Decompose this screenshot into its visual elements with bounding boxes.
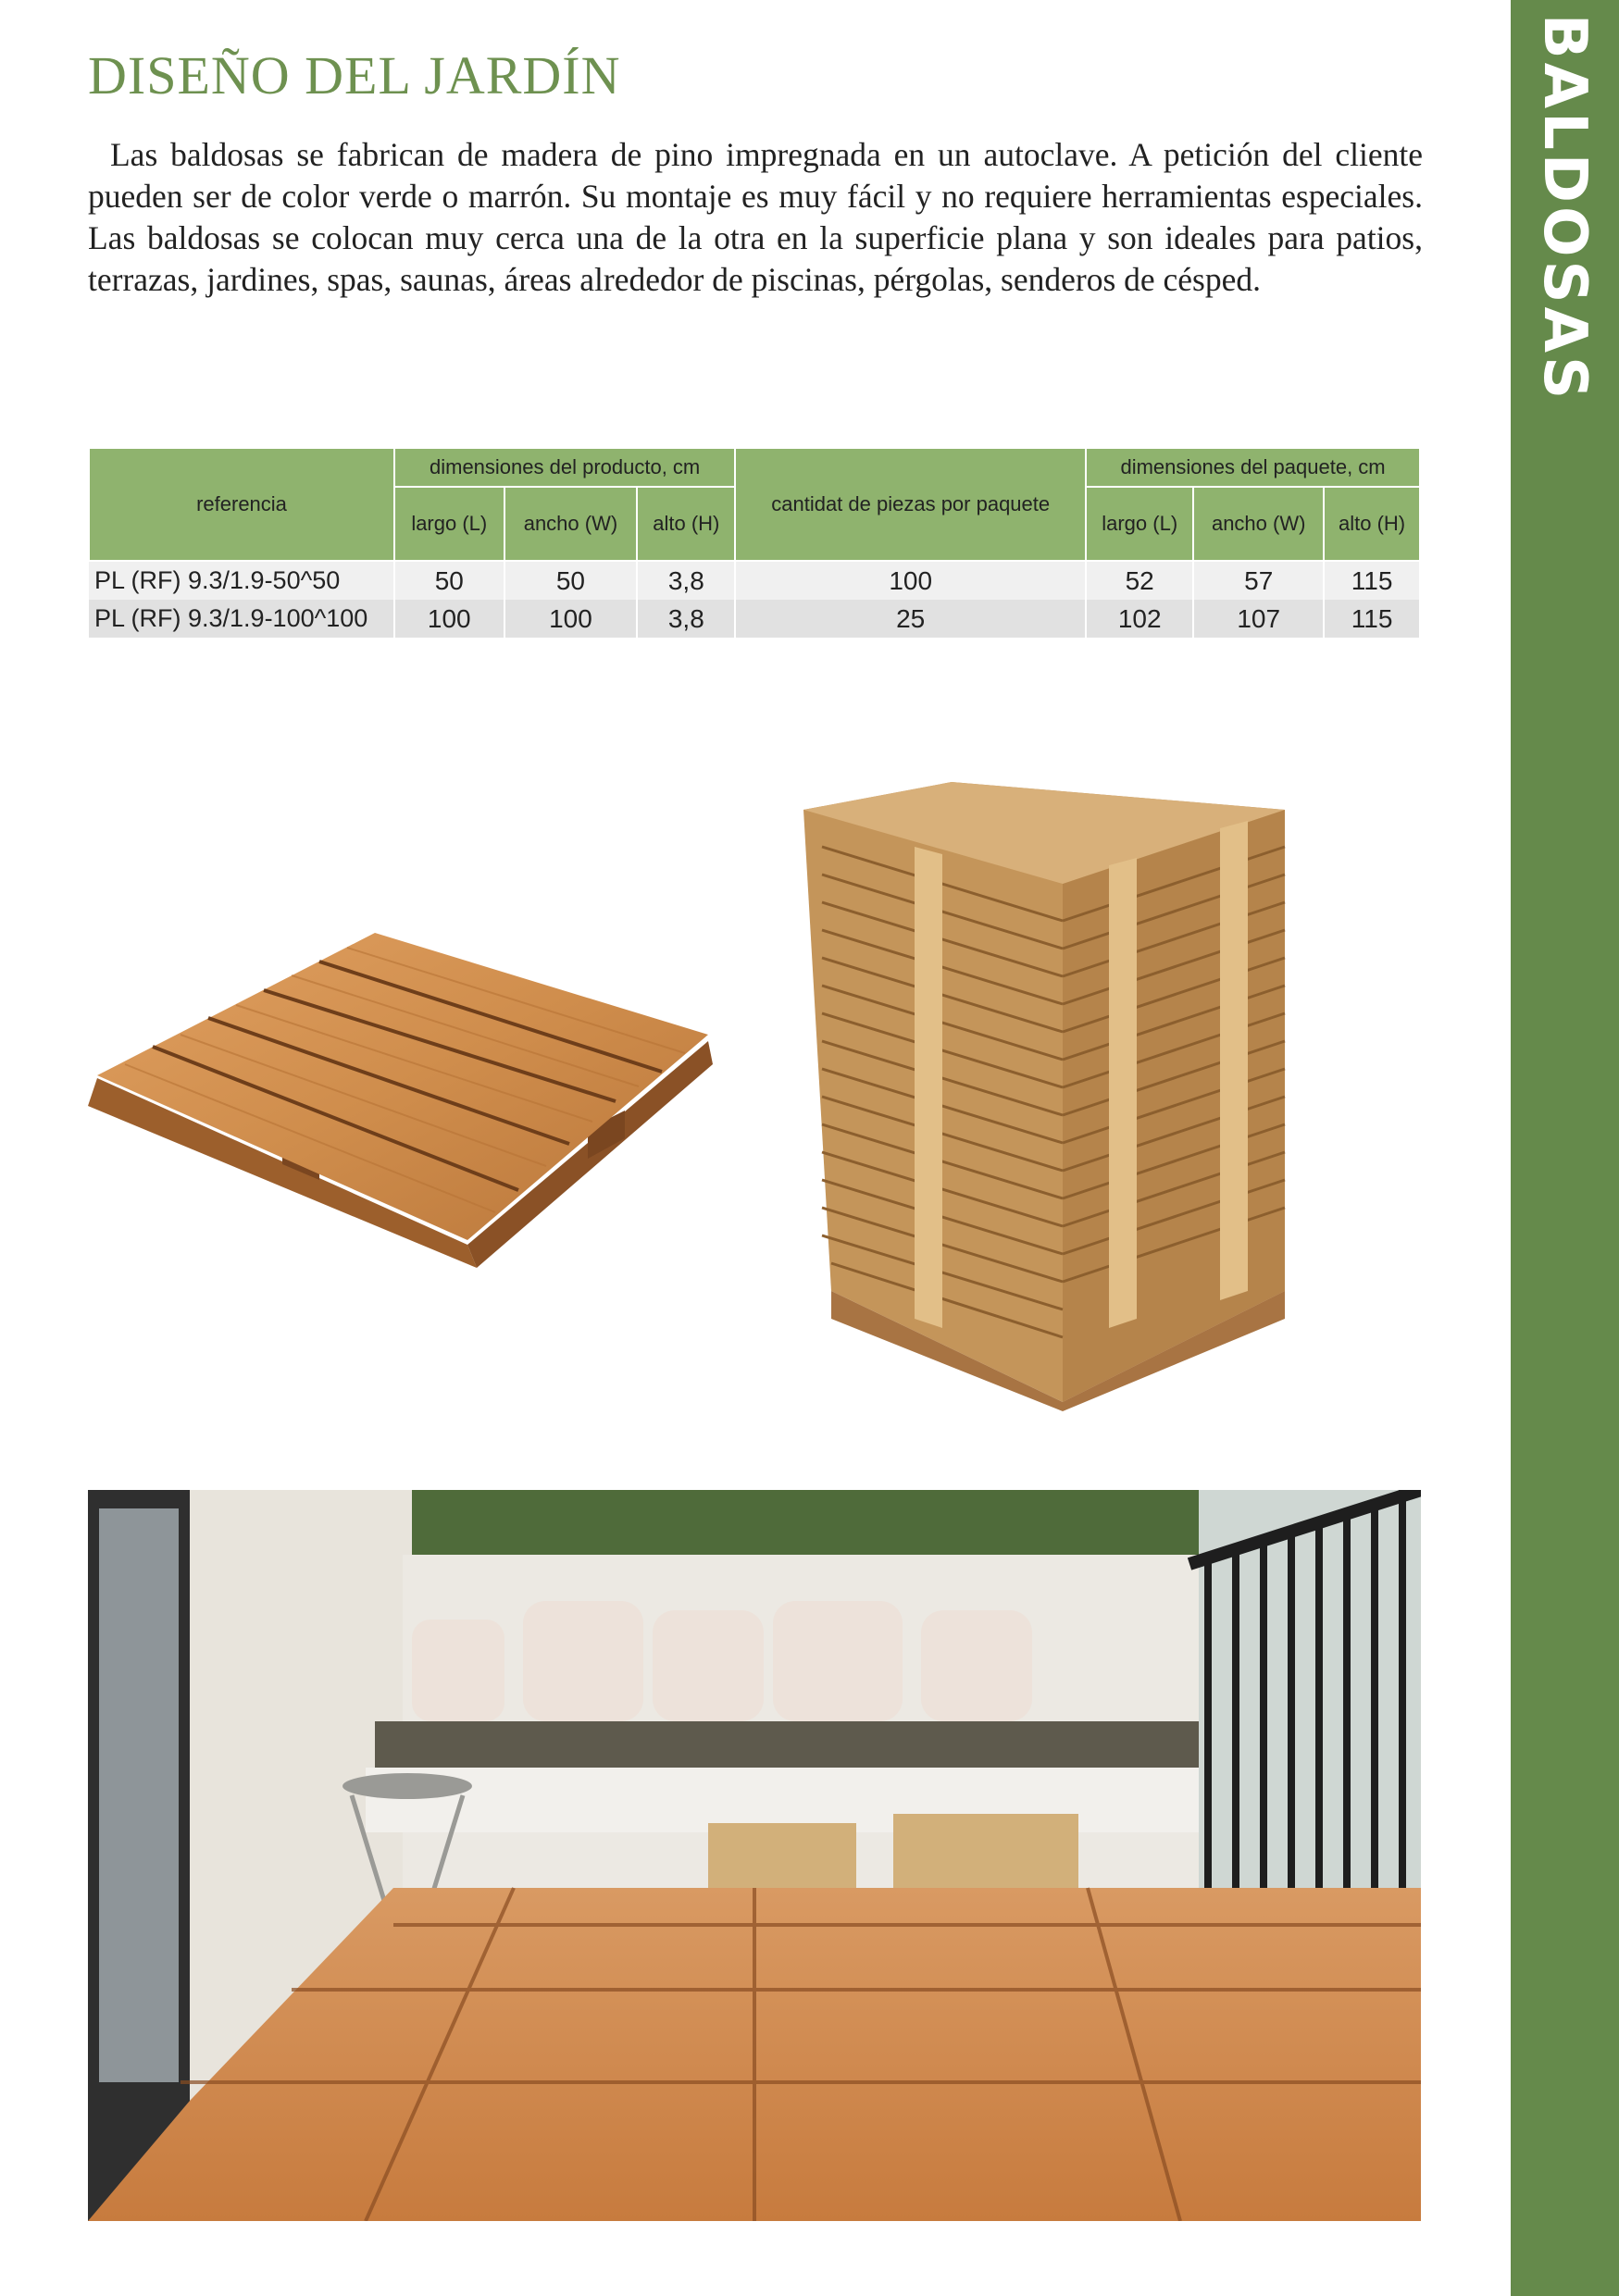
cell-reference: PL (RF) 9.3/1.9-50^50 — [89, 561, 394, 600]
cell-quantity: 100 — [735, 561, 1086, 600]
col-product-height: alto (H) — [637, 487, 735, 561]
cell-product-height: 3,8 — [637, 600, 735, 638]
col-product-length: largo (L) — [394, 487, 504, 561]
cell-product-width: 50 — [504, 561, 638, 600]
cell-package-length: 102 — [1086, 600, 1193, 638]
col-quantity: cantidat de piezas por paquete — [735, 448, 1086, 561]
cell-package-height: 115 — [1324, 561, 1420, 600]
intro-paragraph: Las baldosas se fabrican de madera de pino impregnada en un autoclave. A petición del cliente pueden ser de color verde o marrón. Su montaje es muy fácil y no requiere herramientas especiales. Las baldosas se colocan muy cerca una de la otra en la superficie plana y son ideales para patios, terrazas, jardines, spas, saunas, áreas alrededor de piscinas, pérgolas, senderos de césped. — [88, 136, 1423, 298]
col-package-height: alto (H) — [1324, 487, 1420, 561]
terrace-image — [88, 1490, 1421, 2221]
col-group-package: dimensiones del paquete, cm — [1086, 448, 1420, 487]
cell-product-length: 50 — [394, 561, 504, 600]
col-product-width: ancho (W) — [504, 487, 638, 561]
tile-stack-image — [803, 773, 1389, 1411]
col-package-width: ancho (W) — [1193, 487, 1324, 561]
wooden-tile-image — [88, 916, 717, 1268]
cell-reference: PL (RF) 9.3/1.9-100^100 — [89, 600, 394, 638]
table-row — [89, 561, 1420, 600]
side-label: BALDOSAS — [1530, 13, 1599, 403]
cell-product-width: 100 — [504, 600, 638, 638]
cell-package-height: 115 — [1324, 600, 1420, 638]
table-row — [89, 600, 1420, 638]
col-reference: referencia — [89, 448, 394, 561]
cell-quantity: 25 — [735, 600, 1086, 638]
page-title: DISEÑO DEL JARDÍN — [88, 45, 621, 105]
cell-product-height: 3,8 — [637, 561, 735, 600]
cell-package-length: 52 — [1086, 561, 1193, 600]
cell-package-width: 57 — [1193, 561, 1324, 600]
cell-package-width: 107 — [1193, 600, 1324, 638]
table-header-row — [89, 448, 1420, 487]
col-package-length: largo (L) — [1086, 487, 1193, 561]
col-group-product: dimensiones del producto, cm — [394, 448, 735, 487]
cell-product-length: 100 — [394, 600, 504, 638]
spec-table — [88, 447, 1421, 638]
